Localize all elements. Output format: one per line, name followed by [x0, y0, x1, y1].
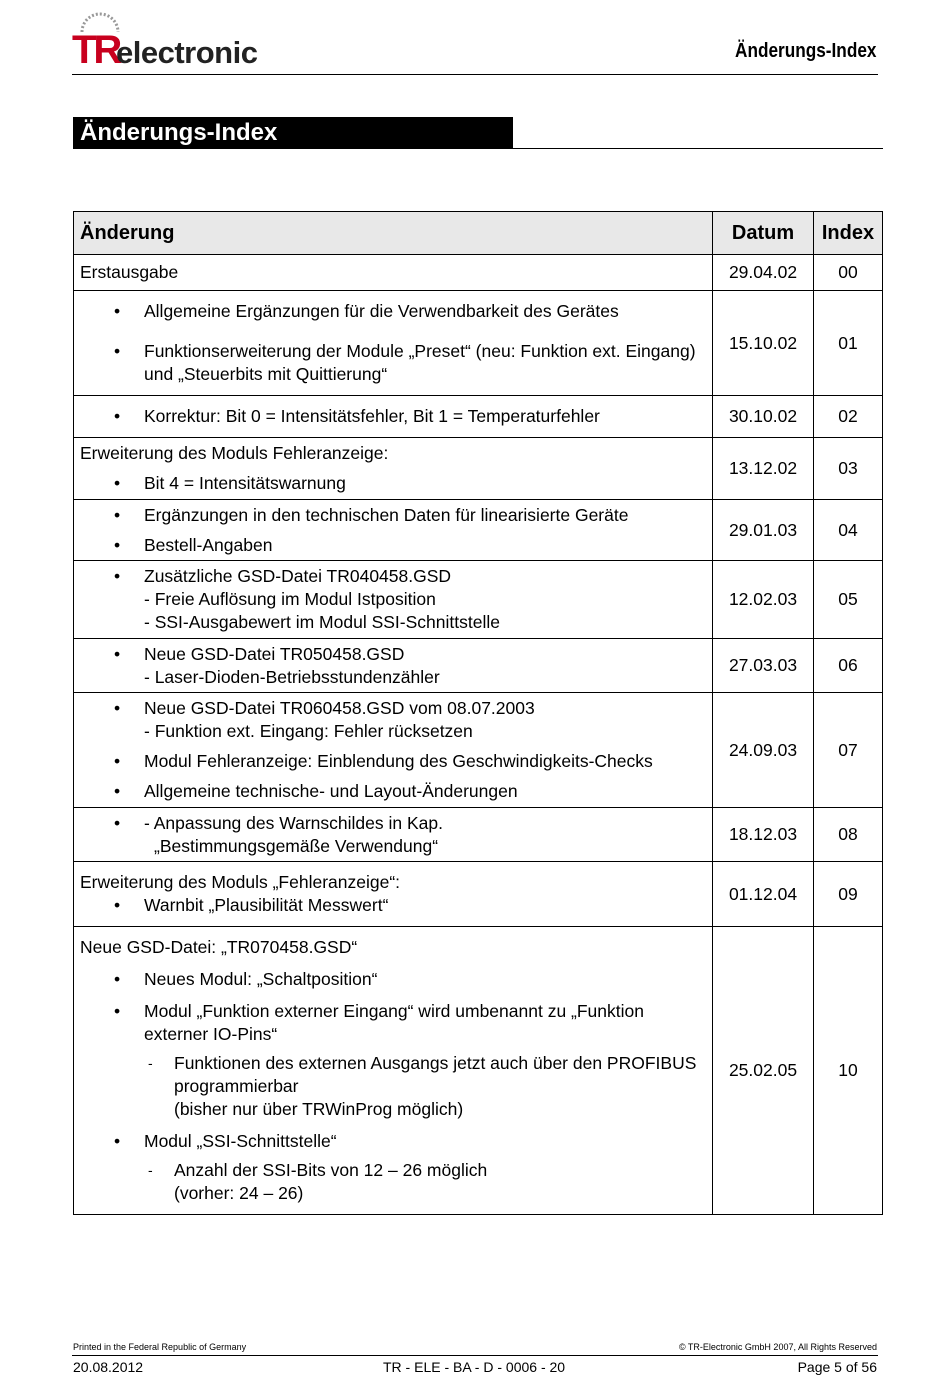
table-row [74, 927, 883, 1215]
index-cell: 05 [813, 561, 882, 639]
change-bullet [80, 812, 706, 858]
table-row [74, 808, 883, 862]
table-row [74, 693, 883, 808]
date-cell: 18.12.03 [713, 808, 814, 862]
change-bullet-text: • Zusätzliche GSD-Datei TR040458.GSD [144, 566, 452, 586]
change-bullet: • Neues Modul: „Schaltposition“ [80, 968, 706, 991]
table-row [74, 396, 883, 438]
date-cell: 25.02.05 [713, 927, 814, 1215]
footer-date: 20.08.2012 [73, 1359, 144, 1375]
date-cell: 27.03.03 [713, 639, 814, 693]
change-bullet: • Modul „Funktion externer Eingang“ wird umbenannt zu „Funktion externer IO-Pins“ [80, 1000, 706, 1046]
index-cell: 07 [813, 693, 882, 808]
date-cell: 15.10.02 [713, 291, 814, 396]
change-cell [74, 291, 713, 396]
change-cell [74, 438, 713, 500]
index-cell: 09 [813, 862, 882, 927]
date-cell: 29.01.03 [713, 500, 814, 561]
change-cell [74, 500, 713, 561]
change-text: Erstausgabe [80, 262, 179, 282]
change-bullet: • Ergänzungen in den technischen Daten für linearisierte Geräte [80, 504, 706, 527]
change-bullet-text: • - Anpassung des Warnschildes in Kap. [144, 813, 443, 833]
index-cell: 00 [813, 255, 882, 291]
change-bullet: • Modul Fehleranzeige: Einblendung des Geschwindigkeits-Checks [80, 750, 706, 773]
change-cell [74, 561, 713, 639]
change-intro: Erweiterung des Moduls Fehleranzeige: [80, 443, 389, 463]
change-cell [74, 396, 713, 438]
change-bullet: • Bestell-Angaben [80, 534, 706, 557]
change-subline: „Bestimmungsgemäße Verwendung“ [154, 836, 439, 856]
change-subline: - Laser-Dioden-Betriebsstundenzähler [144, 667, 440, 687]
table-row [74, 291, 883, 396]
change-cell [74, 862, 713, 927]
company-logo [72, 12, 292, 72]
footer-divider [72, 1355, 878, 1356]
date-cell: 13.12.02 [713, 438, 814, 500]
date-cell: 30.10.02 [713, 396, 814, 438]
logo-text: electronic [116, 35, 258, 70]
table-row [74, 561, 883, 639]
footer-page-number: Page 5 of 56 [797, 1359, 877, 1375]
index-cell: 04 [813, 500, 882, 561]
change-bullet [80, 697, 706, 743]
table-row [74, 500, 883, 561]
date-cell: 12.02.03 [713, 561, 814, 639]
change-bullet [80, 643, 706, 689]
change-subline: - Freie Auflösung im Modul Istposition [144, 589, 436, 609]
header-title: Änderungs-Index [734, 40, 876, 62]
table-row [74, 255, 883, 291]
change-dash-text: - Funktionen des externen Ausgangs jetzt auch über den PROFIBUS programmierbar [174, 1053, 697, 1096]
change-cell [74, 639, 713, 693]
index-cell: 06 [813, 639, 882, 693]
change-bullet: • Korrektur: Bit 0 = Intensitätsfehler, Bit 1 = Temperaturfehler [80, 405, 706, 428]
change-cell [74, 255, 713, 291]
revision-table [73, 211, 883, 1215]
footer-doc-id: TR - ELE - BA - D - 0006 - 20 [383, 1359, 566, 1375]
change-bullet: • Modul „SSI-Schnittstelle“ [80, 1130, 706, 1153]
change-subline: - SSI-Ausgabewert im Modul SSI-Schnittstelle [144, 612, 500, 632]
change-intro: Erweiterung des Moduls „Fehleranzeige“: [80, 872, 401, 892]
footer-printed: Printed in the Federal Republic of Germany [73, 1342, 247, 1352]
index-cell: 03 [813, 438, 882, 500]
change-bullet: • Bit 4 = Intensitätswarnung [80, 472, 706, 495]
change-bullet: • Allgemeine Ergänzungen für die Verwendbarkeit des Gerätes [80, 300, 706, 323]
table-row [74, 862, 883, 927]
date-cell: 29.04.02 [713, 255, 814, 291]
column-header-date: Datum [713, 212, 814, 255]
index-cell: 10 [813, 927, 882, 1215]
index-cell: 01 [813, 291, 882, 396]
change-dash-text: - Anzahl der SSI-Bits von 12 – 26 möglich [174, 1160, 488, 1180]
change-bullet-text: • Neue GSD-Datei TR050458.GSD [144, 644, 405, 664]
index-cell: 08 [813, 808, 882, 862]
header-divider [72, 74, 878, 75]
change-bullet: • Funktionserweiterung der Module „Preset“ (neu: Funktion ext. Eingang) und „Steuerbits mit Quittierung“ [80, 340, 706, 386]
change-bullet: • Allgemeine technische- und Layout-Änderungen [80, 780, 706, 803]
section-divider [513, 148, 883, 149]
change-bullet [80, 565, 706, 634]
change-bullet-text: • Neue GSD-Datei TR060458.GSD vom 08.07.2003 [144, 698, 535, 718]
table-row [74, 639, 883, 693]
column-header-change: Änderung [74, 212, 713, 255]
date-cell: 01.12.04 [713, 862, 814, 927]
table-row [74, 438, 883, 500]
change-subline: - Funktion ext. Eingang: Fehler rücksetzen [144, 721, 473, 741]
index-cell: 02 [813, 396, 882, 438]
logo-tr: TR [72, 28, 120, 72]
date-cell: 24.09.03 [713, 693, 814, 808]
change-dash-note: (vorher: 24 – 26) [174, 1183, 304, 1203]
change-dash-note: (bisher nur über TRWinProg möglich) [174, 1099, 464, 1119]
change-cell [74, 808, 713, 862]
change-cell [74, 693, 713, 808]
column-header-index: Index [813, 212, 882, 255]
change-intro: Neue GSD-Datei: „TR070458.GSD“ [80, 937, 358, 957]
table-header-row [74, 212, 883, 255]
change-bullet: • Warnbit „Plausibilität Messwert“ [80, 894, 706, 917]
change-dash-item [80, 1159, 706, 1205]
section-title: Änderungs-Index [80, 119, 278, 146]
footer-copyright: © TR-Electronic GmbH 2007, All Rights Reserved [678, 1342, 877, 1352]
change-dash-item [80, 1052, 706, 1121]
change-cell [74, 927, 713, 1215]
